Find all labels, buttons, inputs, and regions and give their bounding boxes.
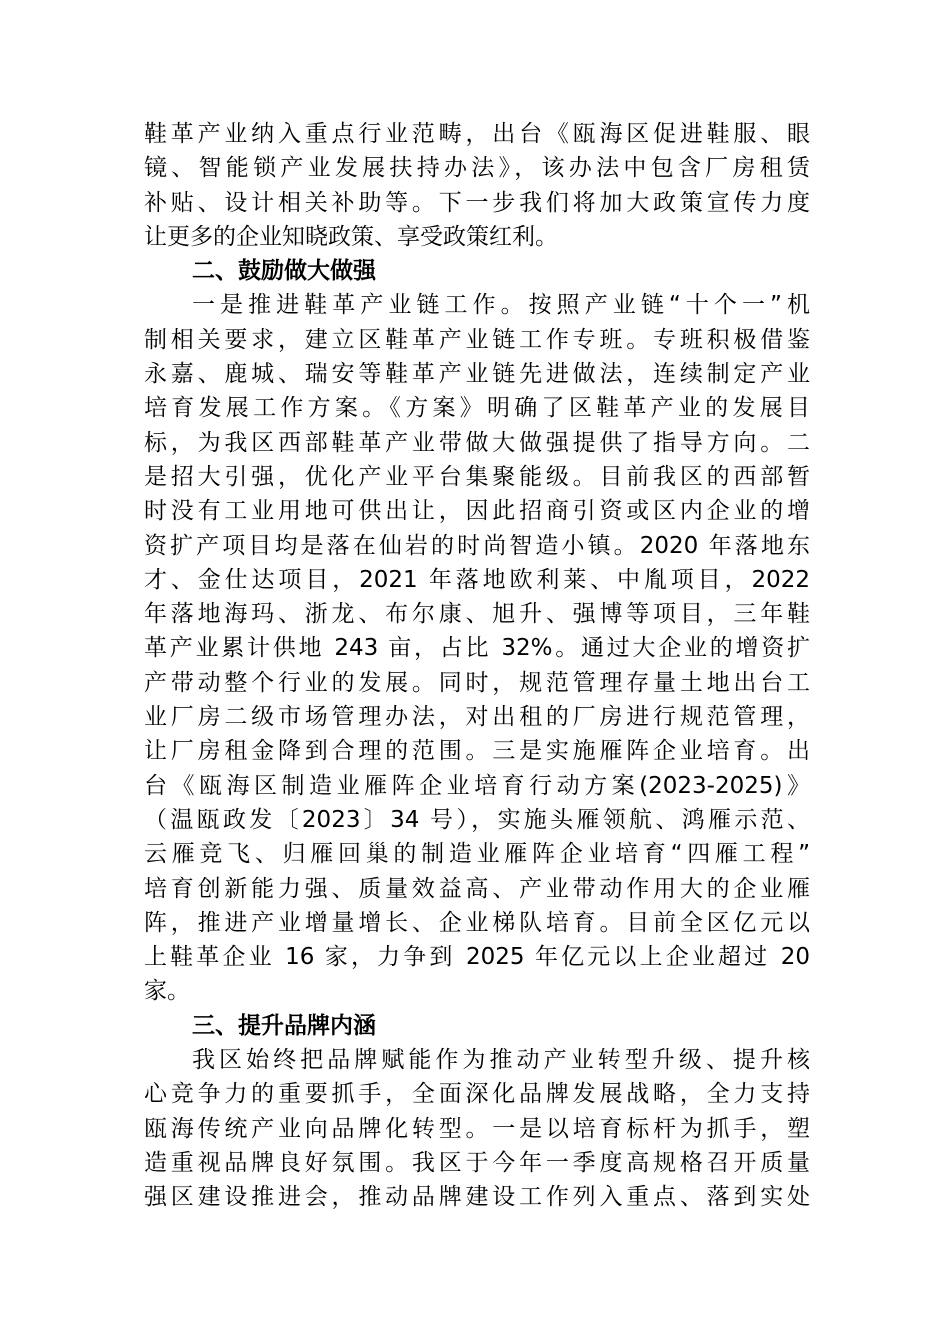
text-line: 一是推进鞋革产业链工作。按照产业链“十个一”机 xyxy=(192,292,810,319)
text-line: 时没有工业用地可供出让，因此招商引资或区内企业的增 xyxy=(144,498,810,525)
text-line: 业厂房二级市场管理办法，对出租的厂房进行规范管理， xyxy=(144,704,810,731)
text-line: 心竞争力的重要抓手，全面深化品牌发展战略，全力支持 xyxy=(144,1081,810,1108)
text-line: （温瓯政发〔2023〕34 号），实施头雁领航、鸿雁示范、 xyxy=(144,806,810,833)
text-line: 标，为我区西部鞋革产业带做大做强提供了指导方向。二 xyxy=(144,429,810,456)
section-heading: 三、提升品牌内涵 xyxy=(192,1012,376,1039)
text-line: 制相关要求，建立区鞋革产业链工作专班。专班积极借鉴 xyxy=(144,326,810,353)
text-line: 台《瓯海区制造业雁阵企业培育行动方案(2023-2025)》 xyxy=(144,772,810,799)
section-heading: 二、鼓励做大做强 xyxy=(192,258,376,285)
text-line: 造重视品牌良好氛围。我区于今年一季度高规格召开质量 xyxy=(144,1149,810,1176)
text-line: 强区建设推进会，推动品牌建设工作列入重点、落到实处 xyxy=(144,1184,810,1211)
text-line: 产带动整个行业的发展。同时，规范管理存量土地出台工 xyxy=(144,669,810,696)
text-line: 是招大引强，优化产业平台集聚能级。目前我区的西部暂 xyxy=(144,463,810,490)
text-line: 让更多的企业知晓政策、享受政策红利。 xyxy=(144,223,558,250)
text-line: 上鞋革企业 16 家，力争到 2025 年亿元以上企业超过 20 xyxy=(144,944,810,971)
text-line: 补贴、设计相关补助等。下一步我们将加大政策宣传力度 xyxy=(144,189,810,216)
text-line: 家。 xyxy=(144,978,190,1005)
document-page xyxy=(144,117,810,1215)
text-line: 培育发展工作方案。《方案》明确了区鞋革产业的发展目 xyxy=(144,395,810,422)
text-line: 培育创新能力强、质量效益高、产业带动作用大的企业雁 xyxy=(144,875,810,902)
text-line: 阵，推进产业增量增长、企业梯队培育。目前全区亿元以 xyxy=(144,909,810,936)
text-line: 云雁竞飞、归雁回巢的制造业雁阵企业培育“四雁工程” xyxy=(144,841,810,868)
text-line: 年落地海玛、浙龙、布尔康、旭升、强博等项目，三年鞋 xyxy=(144,601,810,628)
text-line: 我区始终把品牌赋能作为推动产业转型升级、提升核 xyxy=(192,1047,810,1074)
text-line: 资扩产项目均是落在仙岩的时尚智造小镇。2020 年落地东 xyxy=(144,532,810,559)
text-line: 鞋革产业纳入重点行业范畴，出台《瓯海区促进鞋服、眼 xyxy=(144,121,810,147)
text-line: 让厂房租金降到合理的范围。三是实施雁阵企业培育。出 xyxy=(144,738,810,765)
text-line: 永嘉、鹿城、瑞安等鞋革产业链先进做法，连续制定产业 xyxy=(144,361,810,388)
text-line: 镜、智能锁产业发展扶持办法》，该办法中包含厂房租赁 xyxy=(144,155,810,182)
text-line: 瓯海传统产业向品牌化转型。一是以培育标杆为抓手，塑 xyxy=(144,1115,810,1142)
text-line: 革产业累计供地 243 亩，占比 32%。通过大企业的增资扩 xyxy=(144,635,810,662)
text-line: 才、金仕达项目，2021 年落地欧利莱、中胤项目，2022 xyxy=(144,566,810,593)
